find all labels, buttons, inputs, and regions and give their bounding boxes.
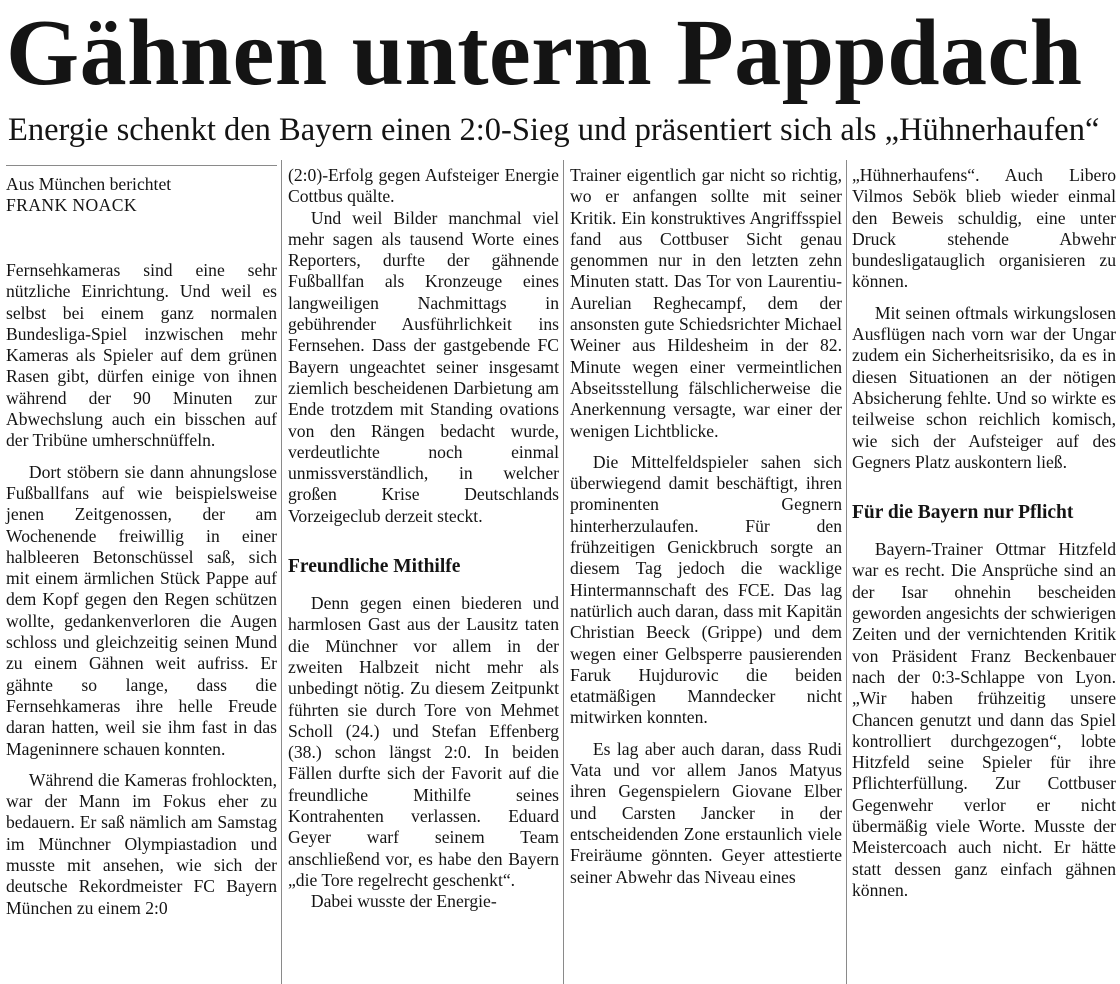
column-divider <box>281 160 282 984</box>
article-column-1 <box>6 165 277 984</box>
paragraph: Denn gegen einen biederen und harmlosen Gast aus der Lausitz taten die Münchner vor allem in der zweiten Halbzeit nicht mehr als unbedingt nötig. Zu diesem Zeitpunkt führten sie durch Tore von Mehmet Scholl (24.) und Stefan Effenberg (38.) schon längst 2:0. In beiden Fällen durfte sich der Favorit auf die freundliche Mithilfe seines Kontrahenten verlassen. Eduard Geyer warf seinem Team anschließend vor, es habe den Bayern „die Tore regelrecht geschenkt“. <box>288 593 559 890</box>
paragraph: Fernsehkameras sind eine sehr nützliche Einrichtung. Und weil es selbst bei einem ganz normalen Bundesliga-Spiel inzwischen mehr Kameras als Spieler auf dem grünen Rasen gibt, dürfen einige von ihnen während der 90 Minuten zur Abwechslung auch ein bisschen auf der Tribüne umherschnüffeln. <box>6 260 277 451</box>
article-column-4 <box>852 165 1116 984</box>
byline-author: FRANK NOACK <box>6 195 137 215</box>
paragraph: „Hühnerhaufens“. Auch Libero Vilmos Sebök blieb wieder einmal den Beweis schuldig, eine unter Druck stehende Abwehr bundesligatauglich organisieren zu können. <box>852 165 1116 292</box>
paragraph: Dabei wusste der Energie- <box>310 891 497 912</box>
paragraph: Mit seinen oftmals wirkungslosen Ausflügen nach vorn war der Ungar zudem ein Sicherheitsrisiko, da es in diesen Situationen an der nötigen Absicherung fehlte. Und so wirkte es teilweise schon reichlich komisch, wie sich der Aufsteiger auf des Gegners Platz auskontern ließ. <box>852 302 1116 472</box>
byline <box>6 165 277 216</box>
paragraph: Während die Kameras frohlockten, war der Mann im Fokus eher zu bedauern. Er saß nämlich am Samstag im Münchner Olympiastadion und musste mit ansehen, wie sich der deutsche Rekordmeister FC Bayern München zu einem 2:0 <box>6 769 277 918</box>
paragraph: Es lag aber auch daran, dass Rudi Vata und vor allem Janos Matyus ihren Gegenspielern Giovane Elber und Carsten Jancker in der entscheidenden Zone erstaunlich viele Freiräume gönnten. Geyer attestierte seiner Abwehr das Niveau eines <box>570 738 842 887</box>
subheading: Für die Bayern nur Pflicht <box>852 502 1074 524</box>
article-column-2 <box>288 165 559 984</box>
paragraph: Die Mittelfeldspieler sahen sich überwiegend damit beschäftigt, ihren prominenten Gegnern hinterherzulaufen. Für den frühzeitigen Genickbruch sorgte an diesem Tag jedoch die wacklige Hintermannschaft des FCE. Das lag natürlich auch daran, dass mit Kapitän Christian Beeck (Grippe) und dem wegen einer Gelbsperre pausierenden Faruk Hujdurovic die beiden etatmäßigen Manndecker nicht mitwirken konnten. <box>570 451 842 728</box>
article-column-3 <box>570 165 842 984</box>
column-divider <box>563 160 564 984</box>
paragraph: (2:0)-Erfolg gegen Aufsteiger Energie Cottbus quälte. <box>288 165 559 207</box>
headline: Gähnen unterm Pappdach <box>6 1 1083 105</box>
paragraph: Dort stöbern sie dann ahnungslose Fußballfans auf wie beispielsweise jenen Zeitgenossen, der am Wochenende freiwillig in einer halbleeren Betonschüssel saß, sich mit einem ärmlichen Stück Pappe auf dem Kopf gegen den Regen schützen wollte, gedankenverloren die Augen schloss und gleichzeitig seinen Mund zu einem Gähnen weit aufriss. Er gähnte so lange, dass die Fernsehkameras ihre helle Freude daran hatten, weil sie ihm fast in das Mageninnere schauen konnten. <box>6 461 277 759</box>
paragraph: Trainer eigentlich gar nicht so richtig, wo er anfangen sollte mit seiner Kritik. Ein konstruktives Angriffsspiel fand aus Cottbuser Sicht genau genommen nur in den letzten zehn Minuten statt. Das Tor von Laurentiu-Aurelian Reghecampf, dem der ansonsten gute Schiedsrichter Michael Weiner aus Hildesheim in der 82. Minute wegen einer vermeintlichen Abseitsstellung fälschlicherweise die Anerkennung versagte, war einer der wenigen Lichtblicke. <box>570 165 842 441</box>
paragraph: Bayern-Trainer Ottmar Hitzfeld war es recht. Die Ansprüche sind an der Isar ohnehin bescheiden geworden angesichts der schwierigen Zeiten und der vernichtenden Kritik von Präsident Franz Beckenbauer nach der 0:3-Schlappe von Lyon. „Wir haben frühzeitig unsere Chancen genutzt und dann das Spiel kontrolliert durchgezogen“, lobte Hitzfeld seine Spieler für ihre Pflichterfüllung. Zur Cottbuser Gegenwehr verlor er nicht übermäßig viele Worte. Musste der Meistercoach auch nicht. Er hätte statt dessen ganz einfach gähnen können. <box>852 539 1116 900</box>
subheading: Freundliche Mithilfe <box>288 556 461 578</box>
column-divider <box>846 160 847 984</box>
paragraph: Und weil Bilder manchmal viel mehr sagen als tausend Worte eines Reporters, durfte der gähnende Fußballfan als Kronzeuge eines langweiligen Nachmittags in gebührender Ausführlichkeit ins Fernsehen. Dass der gastgebende FC Bayern ungeachtet seiner insgesamt ziemlich bescheidenen Darbietung am Ende trotzdem mit Standing ovations von den Rängen bedacht wurde, verdeutlichte noch einmal unmissverständlich, in welcher großen Krise Deutschlands Vorzeigeclub derzeit steckt. <box>288 207 559 526</box>
byline-prefix: Aus München berichtet <box>6 174 172 194</box>
subheadline: Energie schenkt den Bayern einen 2:0-Sieg und präsentiert sich als „Hühnerhaufen“ <box>8 112 1100 148</box>
